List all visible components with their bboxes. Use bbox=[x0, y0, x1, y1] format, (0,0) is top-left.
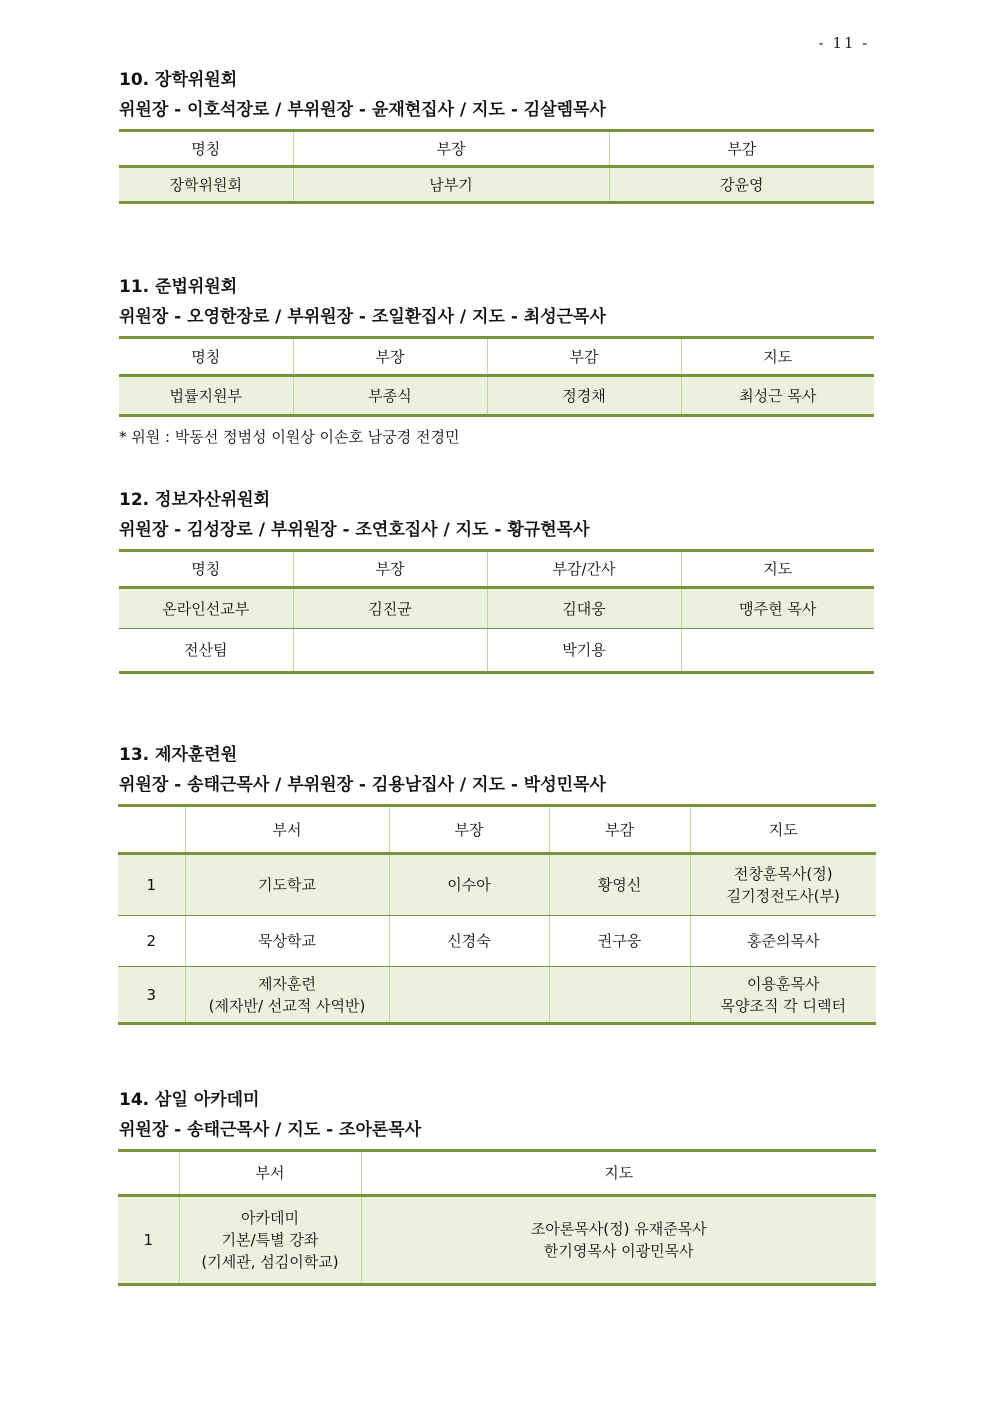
committee-table bbox=[119, 549, 874, 674]
table-header-row bbox=[119, 551, 874, 588]
cell-line: 아카데미 bbox=[241, 1209, 299, 1227]
table-cell: 부종식 bbox=[293, 376, 487, 416]
table-cell bbox=[549, 967, 690, 1024]
section-scholarship-committee bbox=[119, 66, 874, 204]
table-cell bbox=[690, 854, 876, 916]
table-cell: 김진균 bbox=[293, 588, 487, 629]
table-row bbox=[118, 854, 876, 916]
section-samil-academy bbox=[119, 1086, 876, 1286]
table-cell bbox=[690, 967, 876, 1024]
table-row bbox=[119, 588, 874, 629]
table-cell: 전산팀 bbox=[119, 629, 293, 673]
cell-line: 조아론목사(정) 유재준목사 bbox=[530, 1220, 707, 1238]
department-table bbox=[118, 804, 876, 1025]
header-cell: 부서 bbox=[185, 806, 389, 854]
table-cell: 장학위원회 bbox=[119, 167, 293, 203]
section-title: 12. 정보자산위원회 bbox=[119, 490, 270, 510]
members-note: * 위원 : 박동선 정범성 이원상 이손호 남궁경 전경민 bbox=[119, 428, 460, 446]
cell-line: 제자훈련 bbox=[258, 974, 316, 993]
table-cell: 묵상학교 bbox=[185, 916, 389, 967]
header-cell: 지도 bbox=[681, 338, 874, 376]
row-number: 2 bbox=[118, 916, 185, 967]
header-cell: 명칭 bbox=[119, 131, 293, 167]
header-cell: 부감 bbox=[609, 131, 874, 167]
section-info-assets-committee bbox=[119, 486, 874, 674]
table-cell: 남부기 bbox=[293, 167, 609, 203]
table-cell bbox=[179, 1196, 361, 1285]
row-number: 3 bbox=[118, 967, 185, 1024]
table-cell: 맹주현 목사 bbox=[681, 588, 874, 629]
table-cell: 온라인선교부 bbox=[119, 588, 293, 629]
header-cell: 부장 bbox=[293, 338, 487, 376]
header-cell: 명칭 bbox=[119, 551, 293, 588]
table-header-row bbox=[119, 131, 874, 167]
table-cell: 권구웅 bbox=[549, 916, 690, 967]
header-cell: 지도 bbox=[361, 1151, 876, 1196]
section-title: 11. 준법위원회 bbox=[119, 277, 238, 297]
table-row bbox=[118, 967, 876, 1024]
table-cell: 기도학교 bbox=[185, 854, 389, 916]
section-compliance-committee bbox=[119, 273, 874, 447]
header-cell: 부장 bbox=[293, 131, 609, 167]
table-row bbox=[118, 1196, 876, 1285]
table-row bbox=[118, 916, 876, 967]
section-officers: 위원장 - 송태근목사 / 부위원장 - 김용남집사 / 지도 - 박성민목사 bbox=[119, 775, 606, 795]
table-cell: 김대웅 bbox=[487, 588, 681, 629]
section-officers: 위원장 - 송태근목사 / 지도 - 조아론목사 bbox=[119, 1120, 422, 1140]
department-table bbox=[118, 1149, 876, 1286]
section-officers: 위원장 - 이호석장로 / 부위원장 - 윤재현집사 / 지도 - 김살렘목사 bbox=[119, 100, 606, 120]
row-number: 1 bbox=[118, 854, 185, 916]
header-cell bbox=[118, 1151, 179, 1196]
table-row bbox=[119, 376, 874, 416]
cell-line: 한기영목사 이광민목사 bbox=[543, 1242, 694, 1260]
page-number: - 11 - bbox=[818, 34, 870, 52]
cell-line: 길기정전도사(부) bbox=[726, 887, 840, 905]
table-header-row bbox=[119, 338, 874, 376]
section-title: 13. 제자훈련원 bbox=[119, 745, 238, 765]
section-officers: 위원장 - 김성장로 / 부위원장 - 조연호집사 / 지도 - 황규현목사 bbox=[119, 520, 590, 540]
table-cell: 정경채 bbox=[487, 376, 681, 416]
section-officers: 위원장 - 오영한장로 / 부위원장 - 조일환집사 / 지도 - 최성근목사 bbox=[119, 307, 606, 327]
table-cell: 법률지원부 bbox=[119, 376, 293, 416]
table-cell bbox=[293, 629, 487, 673]
header-cell: 부장 bbox=[389, 806, 549, 854]
table-cell: 박기용 bbox=[487, 629, 681, 673]
table-row bbox=[119, 167, 874, 203]
table-cell: 황영신 bbox=[549, 854, 690, 916]
table-cell: 이수아 bbox=[389, 854, 549, 916]
cell-line: 기본/특별 강좌 bbox=[221, 1231, 319, 1249]
cell-line: 목양조직 각 디렉터 bbox=[720, 996, 846, 1015]
section-discipleship-training bbox=[119, 741, 876, 1025]
table-header-row bbox=[118, 806, 876, 854]
table-cell: 최성근 목사 bbox=[681, 376, 874, 416]
section-title: 14. 삼일 아카데미 bbox=[119, 1090, 260, 1110]
cell-line: (제자반/ 선교적 사역반) bbox=[208, 996, 366, 1015]
table-row bbox=[119, 629, 874, 673]
header-cell: 부감/간사 bbox=[487, 551, 681, 588]
cell-line: 이용훈목사 bbox=[747, 974, 820, 993]
table-cell bbox=[361, 1196, 876, 1285]
header-cell: 부감 bbox=[487, 338, 681, 376]
committee-table bbox=[119, 129, 874, 204]
header-cell: 명칭 bbox=[119, 338, 293, 376]
table-cell bbox=[389, 967, 549, 1024]
table-cell: 신경숙 bbox=[389, 916, 549, 967]
section-title: 10. 장학위원회 bbox=[119, 70, 238, 90]
header-cell: 지도 bbox=[681, 551, 874, 588]
header-cell: 지도 bbox=[690, 806, 876, 854]
header-cell: 부장 bbox=[293, 551, 487, 588]
row-number: 1 bbox=[118, 1196, 179, 1285]
table-cell bbox=[681, 629, 874, 673]
cell-line: 전창훈목사(정) bbox=[733, 865, 833, 883]
header-cell: 부감 bbox=[549, 806, 690, 854]
cell-line: (기세관, 섬김이학교) bbox=[201, 1253, 339, 1271]
table-cell: 홍준의목사 bbox=[690, 916, 876, 967]
header-cell bbox=[118, 806, 185, 854]
committee-table bbox=[119, 336, 874, 417]
header-cell: 부서 bbox=[179, 1151, 361, 1196]
table-cell bbox=[185, 967, 389, 1024]
table-header-row bbox=[118, 1151, 876, 1196]
table-cell: 강윤영 bbox=[609, 167, 874, 203]
